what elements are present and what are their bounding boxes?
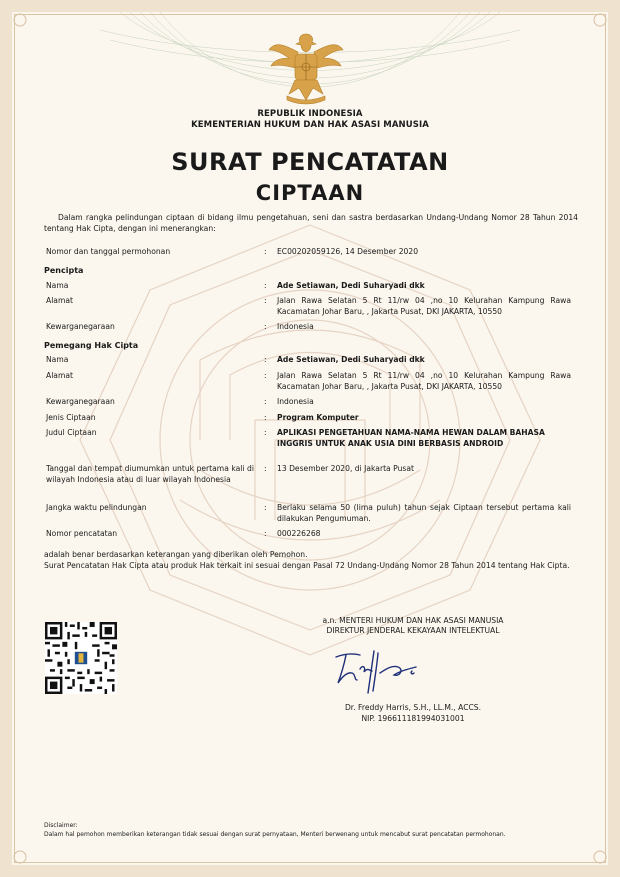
colon: :	[264, 247, 267, 256]
colon: :	[264, 371, 267, 380]
protection-period-label: Jangka waktu pelindungan	[46, 503, 147, 512]
colon: :	[264, 503, 267, 512]
holder-name-label: Nama	[46, 355, 69, 364]
work-type: Program Komputer	[277, 413, 359, 422]
record-number-label: Nomor pencatatan	[46, 529, 118, 538]
colon: :	[264, 397, 267, 406]
colon: :	[264, 355, 267, 364]
document-subtitle: CIPTAAN	[255, 181, 365, 205]
holder-name: Ade Setiawan, Dedi Suharyadi dkk	[277, 355, 425, 364]
signatory-position: DIREKTUR JENDERAL KEKAYAAN INTELEKTUAL	[326, 626, 500, 635]
colon: :	[264, 322, 267, 331]
signatory-name: Dr. Freddy Harris, S.H., LL.M., ACCS.	[344, 703, 482, 712]
application-label: Nomor dan tanggal permohonan	[46, 247, 171, 256]
colon: :	[264, 281, 267, 290]
country-heading: REPUBLIK INDONESIA	[257, 109, 363, 119]
intro-paragraph: Dalam rangka pelindungan ciptaan di bidang ilmu pengetahuan, seni dan sastra berdasarkan Undang-Undang Nomor 28 Tahun 2014 tentang Hak Cipta, dengan ini menerangkan:	[44, 213, 578, 233]
colon: :	[264, 529, 267, 538]
ministry-heading: KEMENTERIAN HUKUM DAN HAK ASASI MANUSIA	[191, 120, 429, 130]
colon: :	[264, 464, 267, 473]
signature-icon	[330, 645, 425, 697]
creator-name-label: Nama	[46, 281, 69, 290]
creator-nationality-label: Kewarganegaraan	[46, 322, 115, 331]
application-value: EC00202059126, 14 Desember 2020	[277, 247, 419, 256]
protection-period-value: Berlaku selama 50 (lima puluh) tahun sejak Ciptaan tersebut pertama kali dilakukan Pengumuman.	[277, 503, 571, 523]
signatory-on-behalf: a.n. MENTERI HUKUM DAN HAK ASASI MANUSIA	[322, 616, 504, 625]
holder-address-label: Alamat	[46, 371, 73, 380]
announcement-value: 13 Desember 2020, di Jakarta Pusat	[277, 464, 414, 473]
creator-section-heading: Pencipta	[44, 266, 84, 275]
disclaimer-label: Disclaimer:	[44, 822, 78, 829]
qr-code-icon	[45, 622, 117, 694]
creator-address: Jalan Rawa Selatan 5 Rt 11/rw 04 ,no 10 Kelurahan Kampung Rawa Kacamatan Johar Baru, , Jakarta Pusat, DKI JAKARTA, 10550	[277, 296, 571, 316]
creator-nationality: Indonesia	[277, 322, 314, 331]
holder-nationality: Indonesia	[277, 397, 314, 406]
disclaimer-text: Dalam hal pemohon memberikan keterangan tidak sesuai dengan surat pernyataan, Menteri berwenang untuk mencabut surat pencatatan permohonan.	[44, 831, 506, 838]
holder-address: Jalan Rawa Selatan 5 Rt 11/rw 04 ,no 10 Kelurahan Kampung Rawa Kacamatan Johar Baru, , Jakarta Pusat, DKI JAKARTA, 10550	[277, 371, 571, 391]
work-title-label: Judul Ciptaan	[46, 428, 97, 437]
garuda-emblem-icon	[265, 28, 347, 108]
record-number-value: 000226268	[277, 529, 321, 538]
document-title: SURAT PENCATATAN	[171, 148, 449, 176]
closing-statement: adalah benar berdasarkan keterangan yang diberikan oleh Pemohon.	[44, 550, 308, 559]
colon: :	[264, 428, 267, 437]
announcement-label: Tanggal dan tempat diumumkan untuk pertama kali di wilayah Indonesia atau di luar wilayah Indonesia	[46, 464, 254, 484]
holder-nationality-label: Kewarganegaraan	[46, 397, 115, 406]
creator-name: Ade Setiawan, Dedi Suharyadi dkk	[277, 281, 425, 290]
work-title: APLIKASI PENGETAHUAN NAMA-NAMA HEWAN DALAM BAHASA INGGRIS UNTUK ANAK USIA DINI BERBASIS ANDROID	[277, 428, 545, 448]
colon: :	[264, 296, 267, 305]
creator-address-label: Alamat	[46, 296, 73, 305]
work-type-label: Jenis Ciptaan	[46, 413, 96, 422]
signatory-nip: NIP. 196611181994031001	[361, 714, 465, 723]
colon: :	[264, 413, 267, 422]
legal-basis-statement: Surat Pencatatan Hak Cipta atau produk Hak terkait ini sesuai dengan Pasal 72 Undang-Undang Nomor 28 Tahun 2014 tentang Hak Cipta.	[44, 561, 570, 570]
holder-section-heading: Pemegang Hak Cipta	[44, 341, 139, 350]
